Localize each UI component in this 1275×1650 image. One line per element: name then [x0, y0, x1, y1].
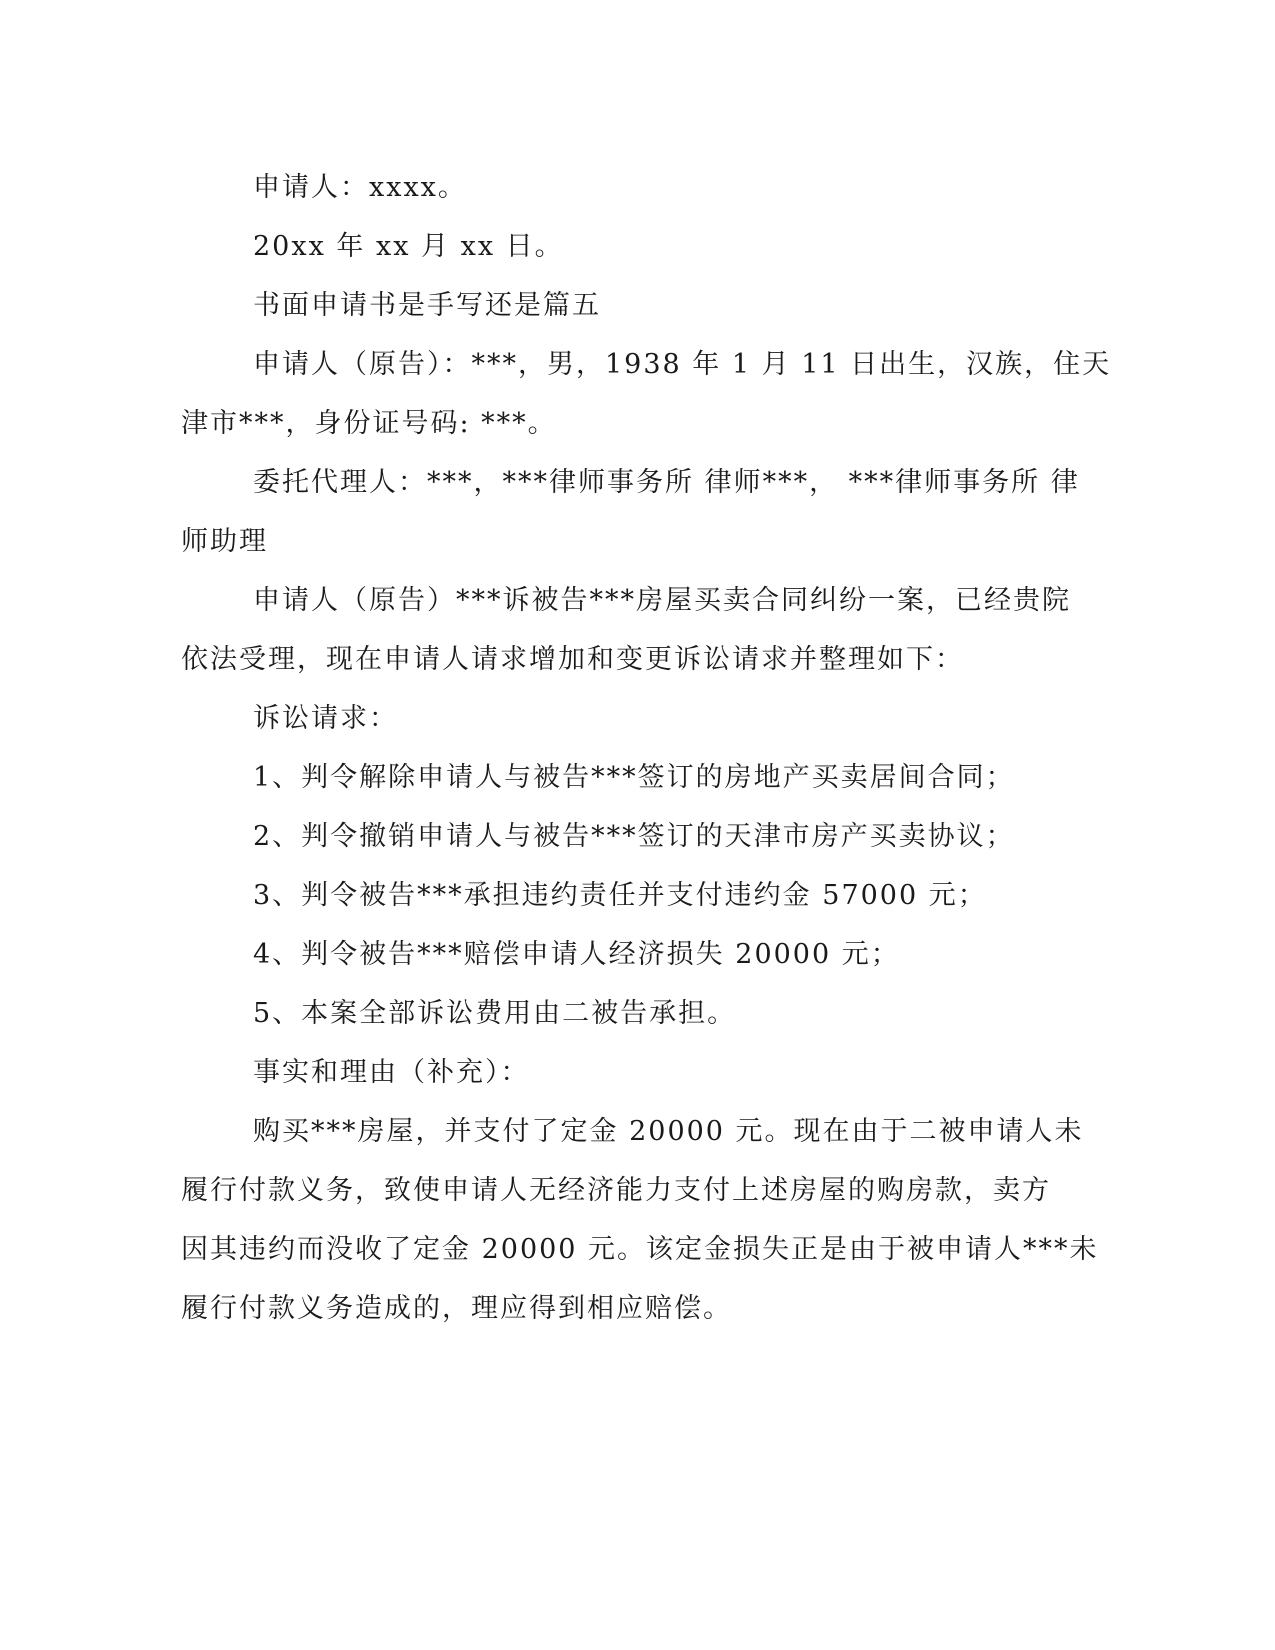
claims-heading: 诉讼请求： — [253, 703, 398, 734]
agent-info-line-cont: 师助理 — [181, 526, 268, 557]
date-line: 20xx 年 xx 月 xx 日。 — [253, 231, 564, 262]
facts-paragraph-line: 因其违约而没收了定金 20000 元。该定金损失正是由于被申请人***未 — [181, 1234, 1099, 1265]
facts-paragraph-line: 履行付款义务造成的，理应得到相应赔偿。 — [181, 1293, 732, 1324]
facts-paragraph-line: 履行付款义务，致使申请人无经济能力支付上述房屋的购房款，卖方 — [181, 1175, 1051, 1206]
claim-item: 2、判令撤销申请人与被告***签订的天津市房产买卖协议； — [253, 821, 1015, 852]
case-intro-line-cont: 依法受理，现在申请人请求增加和变更诉讼请求并整理如下： — [181, 644, 964, 675]
case-intro-line: 申请人（原告）***诉被告***房屋买卖合同纠纷一案，已经贵院 — [253, 585, 1071, 616]
claim-item: 1、判令解除申请人与被告***签订的房地产买卖居间合同； — [253, 762, 1015, 793]
applicant-info-line: 申请人（原告）：***，男，1938 年 1 月 11 日出生，汉族，住天 — [253, 349, 1112, 380]
applicant-signature-line: 申请人：xxxx。 — [253, 172, 467, 203]
section-heading: 书面申请书是手写还是篇五 — [253, 290, 601, 321]
applicant-info-line-cont: 津市***，身份证号码: ***。 — [181, 408, 557, 439]
facts-heading: 事实和理由（补充）： — [253, 1057, 530, 1088]
facts-paragraph-line: 购买***房屋，并支付了定金 20000 元。现在由于二被申请人未 — [253, 1116, 1084, 1147]
claim-item: 5、本案全部诉讼费用由二被告承担。 — [253, 998, 737, 1029]
claim-item: 3、判令被告***承担违约责任并支付违约金 57000 元； — [253, 880, 987, 911]
document-body — [181, 158, 1112, 1338]
claim-item: 4、判令被告***赔偿申请人经济损失 20000 元； — [253, 939, 900, 970]
agent-info-line: 委托代理人：***，***律师事务所 律师***， ***律师事务所 律 — [253, 467, 1080, 498]
